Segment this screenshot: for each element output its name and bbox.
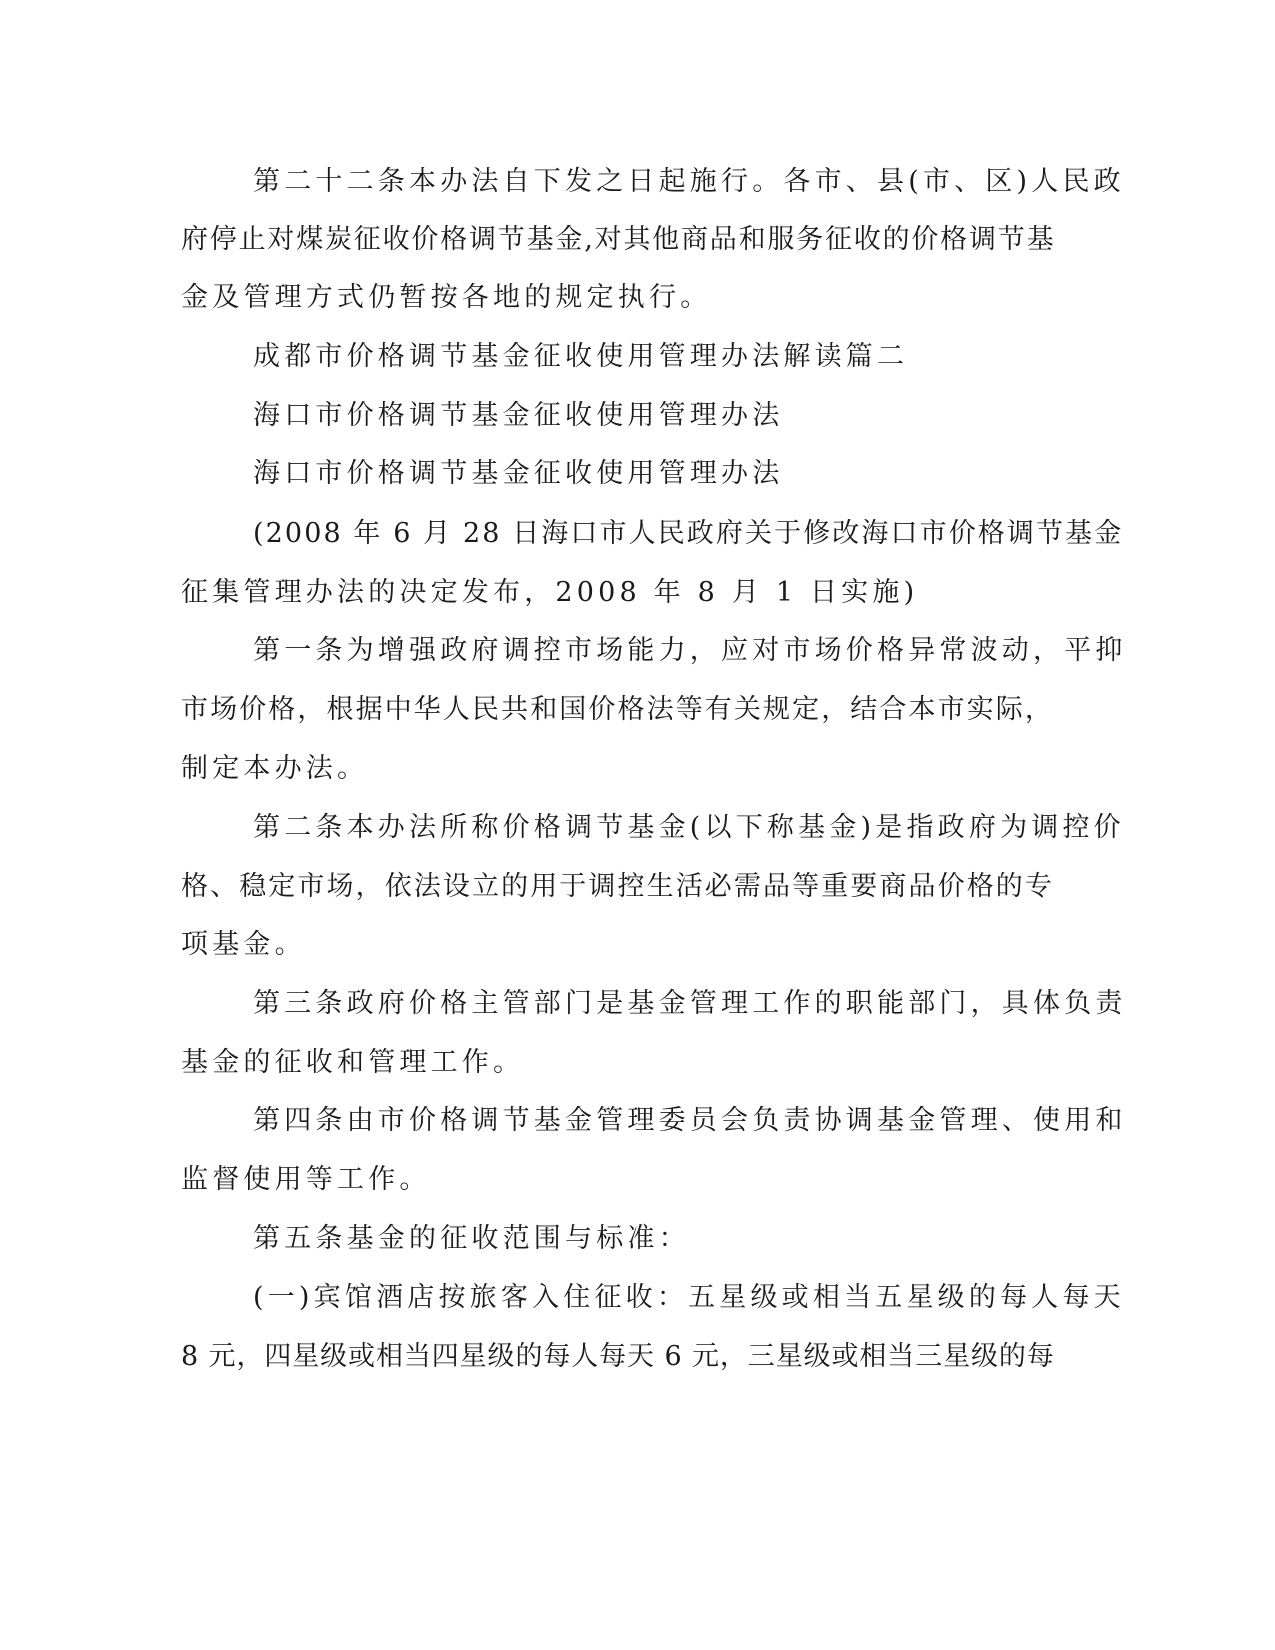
text-line: 第一条为增强政府调控市场能力，应对市场价格异常波动，平抑 (253, 635, 1127, 666)
text-line: 基金的征收和管理工作。 (181, 1047, 525, 1078)
text-line: 府停止对煤炭征收价格调节基金,对其他商品和服务征收的价格调节基 (181, 224, 1056, 255)
text-line: 第二十二条本办法自下发之日起施行。各市、县(市、区)人民政 (253, 166, 1125, 197)
text-line: 第四条由市价格调节基金管理委员会负责协调基金管理、使用和 (253, 1105, 1127, 1136)
text-line: 金及管理方式仍暂按各地的规定执行。 (181, 282, 712, 313)
text-line: 制定本办法。 (181, 753, 369, 784)
text-line: 第二条本办法所称价格调节基金(以下称基金)是指政府为调控价 (253, 812, 1125, 843)
text-line: 市场价格，根据中华人民共和国价格法等有关规定，结合本市实际， (181, 694, 1054, 725)
document-title: 海口市价格调节基金征收使用管理办法 (253, 400, 784, 431)
document-title: 海口市价格调节基金征收使用管理办法 (253, 458, 784, 489)
text-line: 格、稳定市场，依法设立的用于调控生活必需品等重要商品价格的专 (181, 871, 1054, 902)
text-line: 8 元，四星级或相当四星级的每人每天 6 元，三星级或相当三星级的每 (181, 1341, 1055, 1372)
text-line: 第三条政府价格主管部门是基金管理工作的职能部门，具体负责 (253, 988, 1127, 1019)
text-line: (一)宾馆酒店按旅客入住征收：五星级或相当五星级的每人每天 (253, 1282, 1125, 1313)
text-line: 第五条基金的征收范围与标准： (253, 1223, 690, 1254)
section-title: 成都市价格调节基金征收使用管理办法解读篇二 (253, 341, 909, 372)
text-line: 监督使用等工作。 (181, 1164, 431, 1195)
text-line: 项基金。 (181, 929, 306, 960)
text-line: (2008 年 6 月 28 日海口市人民政府关于修改海口市价格调节基金 (253, 518, 1124, 549)
text-line: 征集管理办法的决定发布，2008 年 8 月 1 日实施) (181, 577, 919, 608)
